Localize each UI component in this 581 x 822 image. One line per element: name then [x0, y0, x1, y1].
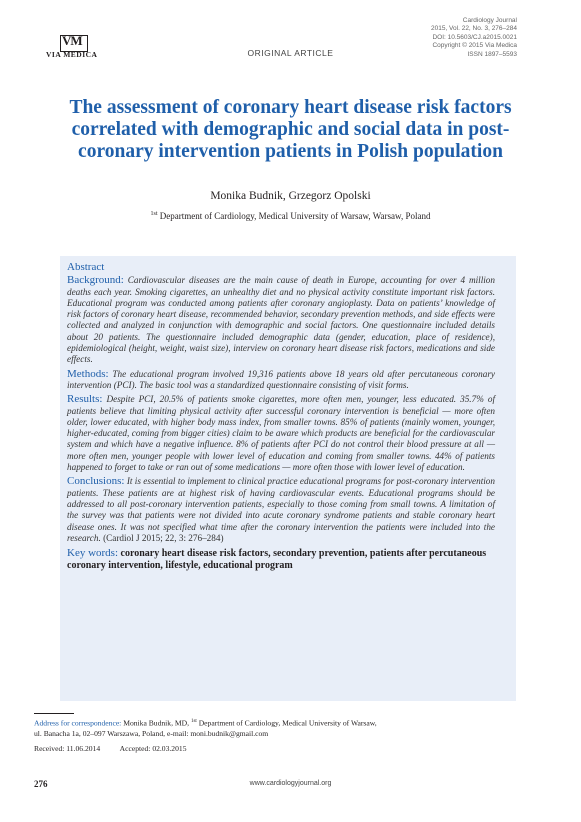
results-label: Results:: [67, 393, 103, 406]
abstract-background: [67, 275, 495, 365]
received-date: Received: 11.06.2014: [34, 744, 101, 753]
results-text: Despite PCI, 20.5% of patients smoke cigarettes, more often men, younger, less educated. 35.7% of patients believe that limiting physical activity after successful coronary intervention is beneficial — more often older, lower educated, with higher body mass index, from smaller towns. 85% of patients (mainly women, younger, higher-educated, coming from bigger cities) claim to be aware which products are beneficial for the cardiovascular system and which have a negative influence. 8% of patients after PCI do not control their blood pressure at all — more often men, younger people with lower level of education and coming from smaller towns. 44% of patients happened to forget to take or ran out of some medications — more often those with lower level of education.: [67, 394, 496, 473]
abstract-methods: [67, 369, 495, 392]
publisher-logo-text: VIA MEDICA: [46, 50, 98, 59]
paper-title: The assessment of coronary heart disease risk factors correlated with demographic and social data in post-coronary intervention patients in Polish population: [69, 97, 512, 162]
methods-label: Methods:: [67, 367, 109, 380]
journal-copyright: Copyright © 2015 Via Medica: [432, 42, 517, 50]
accepted-date: Accepted: 02.03.2015: [119, 744, 187, 753]
page-number: 276: [34, 779, 48, 789]
keywords-text: coronary heart disease risk factors, secondary prevention, patients after percutaneous coronary intervention, lifestyle, educational program: [67, 548, 487, 572]
correspondence-sup: 1st: [190, 719, 197, 724]
journal-name: Cardiology Journal: [462, 17, 517, 24]
correspondence-name: Monika Budnik, MD,: [123, 718, 190, 728]
journal-doi: DOI: 10.5603/CJ.a2015.0021: [432, 33, 517, 41]
footnote-rule: [34, 713, 74, 714]
dates: [34, 744, 205, 753]
publisher-logo-mark: VM: [62, 33, 82, 48]
abstract-heading: Abstract: [67, 261, 105, 273]
conclusions-label: Conclusions:: [67, 475, 125, 488]
abstract: [67, 262, 495, 572]
correspondence-label: Address for correspondence:: [34, 718, 122, 728]
methods-text: The educational program involved 19,316 patients above 18 years old after percutaneous coronary intervention (PCI). The basic tool was a standardized questionnaire consisting of visit forms.: [67, 368, 495, 390]
abstract-conclusions: [67, 476, 495, 544]
abstract-results: [67, 394, 495, 473]
affiliation-text: Department of Cardiology, Medical University of Warsaw, Warsaw, Poland: [159, 211, 431, 221]
journal-website: www.cardiologyjournal.org: [249, 780, 332, 787]
correspondence-dept: Department of Cardiology, Medical University of Warsaw,: [198, 718, 377, 728]
journal-meta: [431, 17, 517, 59]
keywords: [67, 547, 495, 572]
keywords-label: Key words:: [67, 547, 119, 560]
paper-authors: Monika Budnik, Grzegorz Opolski: [210, 190, 371, 202]
background-text: Cardiovascular diseases are the main cause of death in Europe, accounting for over 4 million deaths each year. Smoking cigarettes, an unhealthy diet and no physical activity constitute important risk factors. Educational program was conducted among patients after coronary angioplasty. Data on patients’ knowledge of risk factors of coronary heart disease, recommended behavior, secondary prevention methods, and side effects were collected and analyzed in conjunction with demographic and social factors. One questionnaire included details about 20 patients. The questionnaire included demographic data (gender, education, place of residence), epidemiological (height, weight, waist size), interview on coronary heart disease risk factors, medications and side effects.: [67, 275, 495, 365]
conclusions-text: It is essential to implement to clinical practice educational programs for post-coronary intervention patients. These patients are at highest risk of having cardiovascular events. Educational programs should be addressed to all post-coronary intervention patients, especially to those coming from small towns. A limitation of the survey was that patients were not divided into acute coronary syndrome patients and stable coronary heart disease ones. It was not specified what time after the coronary intervention the patients were included into the research.: [67, 476, 495, 543]
article-type: ORIGINAL ARTICLE: [247, 48, 334, 58]
citation: (Cardiol J 2015; 22, 3: 276–284): [103, 532, 224, 543]
correspondence-address: ul. Banacha 1a, 02–097 Warszawa, Poland, e-mail: moni.budnik@gmail.com: [34, 728, 269, 738]
author-affiliation: [0, 211, 581, 221]
affiliation-sup: 1st: [150, 211, 158, 217]
correspondence: [34, 717, 514, 739]
journal-volume: 2015, Vol. 22, No. 3, 276–284: [430, 25, 517, 33]
journal-issn: ISSN 1897–5593: [467, 50, 517, 58]
background-label: Background:: [67, 274, 124, 287]
